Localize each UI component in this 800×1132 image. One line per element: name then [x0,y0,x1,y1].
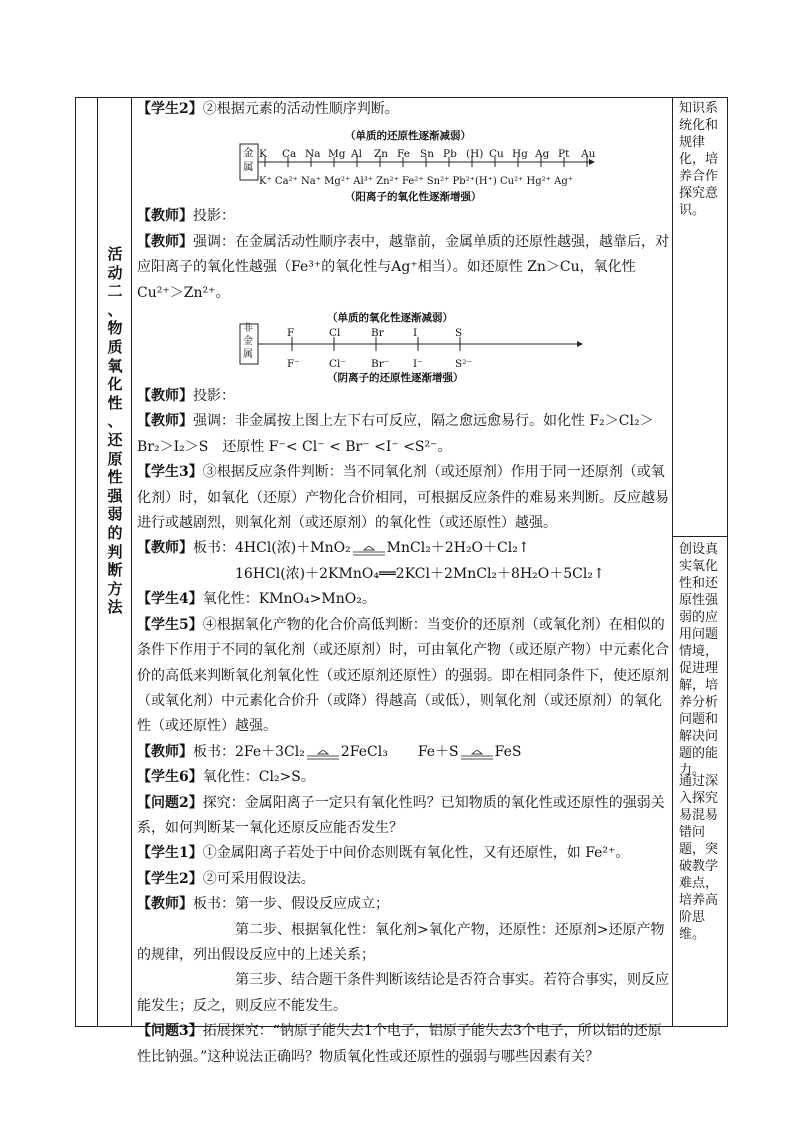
line-text: 第二步、根据氧化性：氧化剂>氧化产物，还原性：还原剂>还原产物的规律，列出假设反应中的上述关系； [137,921,665,963]
metal-top-caption: （单质的还原性逐渐减弱） [345,130,471,143]
activity-title-char: 原 [107,449,123,468]
speaker-tag: 【学生2】 [137,870,203,887]
line-text: 强调：非金属按上图上左下右可反应，隔之愈远愈易行。如化性 F₂＞Cl₂＞Br₂＞I₂＞S 还原性 F⁻< Cl⁻ < Br⁻ <I⁻ <S²⁻。 [137,413,654,455]
speaker-tag: 【教师】 [137,233,193,250]
metal-symbol: Au [581,148,596,161]
activity-title-char: 性 [107,468,123,487]
speaker-tag: 【问题2】 [137,794,203,811]
speaker-tag: 【学生6】 [137,769,203,786]
activity-title-char: 氧 [107,356,123,375]
speaker-tag: 【教师】 [137,743,193,760]
metal-symbol: Cu [489,148,504,161]
activity-title-char: 、 [107,300,123,319]
equation-left: 板书：2Fe＋3Cl₂ [193,743,305,760]
speaker-tag: 【问题3】 [137,1023,203,1040]
heat-arrow-icon [351,542,387,554]
heat-arrow-icon [305,746,341,758]
line-student2-b [137,867,669,892]
metal-symbol: Hg [512,148,528,161]
metal-label: 金属 [243,147,254,174]
nonmetal-symbol: S [455,327,463,340]
equation-right: MnCl₂＋2H₂O＋Cl₂↑ [386,540,530,557]
nonmetal-ion: S²⁻ [455,358,472,371]
line-text: 氧化性：Cl₂>S。 [202,769,315,786]
speaker-tag: 【学生3】 [137,464,203,481]
speaker-tag: 【教师】 [137,388,193,405]
line-student4 [137,587,669,612]
activity-title-char: 方 [107,579,123,598]
line-text: 强调：在金属活动性顺序表中，越靠前，金属单质的还原性越强，越靠后，对应阳离子的氧化性越强（Fe³⁺的氧化性与Ag⁺相当）。如还原性 Zn＞Cu，氧化性 Cu²⁺＞Zn²⁺。 [137,233,669,301]
column-divider-1 [97,97,98,1027]
note-knowledge: 知识系统化和规律化，培养合作探究意识。 [679,101,719,218]
nonmetal-label: 非金属 [243,323,253,361]
speaker-tag: 【教师】 [137,896,193,913]
line-teacher-emphasis [137,230,669,306]
line-text: 投影： [193,388,235,405]
nonmetal-ion: F⁻ [287,358,300,371]
nonmetal-top-caption: （单质的氧化性逐渐减弱） [327,312,453,325]
nonmetal-symbol: I [413,327,418,340]
activity-title-char: 质 [107,337,123,356]
nonmetal-symbol: Cl [329,327,341,340]
line-teacher-board-1 [137,536,669,561]
line-student6 [137,765,669,790]
line-step2 [137,918,669,969]
content-column [137,97,669,1070]
activity-title [101,245,129,617]
note-difficulty: 通过深入探究易混易错问题，突破教学难点，培养高阶思维。 [679,774,719,942]
line-text: ③根据反应条件判断：当不同氧化剂（或还原剂）作用于同一还原剂（或氧化剂）时，如氧化（还原）产物化合价相同，可根据反应条件的难易来判断。反应越易进行或越剧烈，则氧化剂（或还原剂）的氧化性（或还原性）越强。 [137,464,669,532]
metal-symbol: Fe [397,148,410,161]
metal-symbol: Na [305,148,321,161]
metal-symbol: Ca [282,148,297,161]
column-divider-3 [672,97,673,1027]
speaker-tag: 【学生2】 [137,101,203,117]
line-text: ④根据氧化产物的化合价高低判断：当变价的还原剂（或氧化剂）在相似的条件下作用于不同的氧化剂（或还原剂）时，可由氧化产物（或还原产物）中元素化合价的高低来判断氧化剂氧化性（或还原剂还原性）的强弱。即在相同条件下，使还原剂（或氧化剂）中元素化合价升（或降）得越高（或低），则氧化剂（或还原剂）的氧化性（或还原性）越强。 [137,616,669,735]
line-student5 [137,613,669,740]
activity-title-char: 法 [107,598,123,617]
activity-title-char: 动 [107,263,123,282]
nonmetal-axis-arrow [577,341,583,347]
activity-title-char: 化 [107,375,123,394]
nonmetal-ion: Cl⁻ [329,358,346,371]
nonmetal-ion: Br⁻ [371,358,390,371]
line-question3 [137,1019,669,1070]
line-step3 [137,968,669,1019]
metal-symbol: (H) [466,148,484,161]
line-student2 [137,97,669,122]
metal-symbol: Pt [558,148,570,161]
line-equation-kmno4 [137,562,669,587]
activity-title-char: 判 [107,542,123,561]
line-question2 [137,791,669,842]
speaker-tag: 【学生5】 [137,616,203,633]
nonmetal-bottom-caption: （阴离子的还原性逐渐增强） [327,372,464,385]
line-text: 第三步、结合题干条件判断该结论是否符合事实。若符合事实，则反应能发生；反之，则反应不能发生。 [137,972,669,1014]
activity-title-char: 二 [107,282,123,301]
line-text: ②可采用假设法。 [202,870,315,887]
nonmetal-ion: I⁻ [413,358,423,371]
line-teacher-nonmetal [137,409,669,460]
activity-title-char: 断 [107,561,123,580]
line-text: 板书：第一步、假设反应成立； [193,896,389,913]
nonmetal-symbol: Br [371,327,384,340]
column-divider-2 [131,97,132,1027]
metal-symbol: Sn [420,148,434,161]
speaker-tag: 【教师】 [137,540,193,557]
line-student1 [137,841,669,866]
notes-row-divider [672,536,728,537]
speaker-tag: 【学生1】 [137,845,203,862]
heat-arrow-icon [459,746,495,758]
line-text: 16HCl(浓)＋2KMnO₄══2KCl＋2MnCl₂＋8H₂O＋5Cl₂↑ [235,565,605,582]
line-text: ②根据元素的活动性顺序判断。 [202,101,399,117]
equation-left: Fe＋S [417,743,459,760]
activity-title-char: 物 [107,319,123,338]
activity-title-char: 活 [107,245,123,263]
activity-title-char: 弱 [107,505,123,524]
activity-title-char: 还 [107,430,123,449]
metal-symbol: Zn [374,148,389,161]
activity-title-char: 、 [107,412,123,431]
speaker-tag: 【教师】 [137,208,193,225]
line-text: 投影： [193,208,235,225]
metal-bottom-caption: （阳离子的氧化性逐渐增强） [345,191,482,204]
nonmetal-diagram [137,306,669,384]
equation-right: FeS [494,743,522,760]
metal-symbol: Pb [443,148,457,161]
line-teacher-steps [137,892,669,917]
metal-symbol: Al [351,148,362,161]
metal-symbol: Mg [328,148,346,161]
line-text: 探究：金属阳离子一定只有氧化性吗？已知物质的氧化性或还原性的强弱关系，如何判断某一氧化还原反应能否发生？ [137,794,665,836]
line-text: 氧化性：KMnO₄>MnO₂。 [202,591,376,608]
line-student3 [137,460,669,536]
note-application: 创设真实氧化性和还原性强弱的应用问题情境，促进理解，培养分析问题和解决问题的能力。 [679,542,719,778]
line-teacher-board-2 [137,740,669,765]
equation-left: 板书：4HCl(浓)＋MnO₂ [193,540,351,557]
metal-symbol: Ag [535,148,550,161]
line-text: 拓展探究：“钠原子能失去1个电子，铝原子能失去3个电子，所以铝的还原性比钠强。”这种说法正确吗？物质氧化性或还原性的强弱与哪些因素有关？ [137,1023,662,1065]
speaker-tag: 【教师】 [137,413,193,430]
nonmetal-symbol: F [287,327,295,340]
activity-title-char: 性 [107,393,123,412]
metal-symbol: K [259,148,267,161]
activity-title-char: 强 [107,486,123,505]
equation-right: 2FeCl₃ [340,743,388,760]
line-text: ①金属阳离子若处于中间价态则既有氧化性，又有还原性，如 Fe²⁺。 [202,845,630,862]
speaker-tag: 【学生4】 [137,591,203,608]
metal-activity-diagram [137,122,669,204]
metal-ions: K⁺ Ca²⁺ Na⁺ Mg²⁺ Al³⁺ Zn²⁺ Fe²⁺ Sn²⁺ Pb²⁺(H⁺) Cu²⁺ Hg²⁺ Ag⁺ [259,176,573,188]
activity-title-char: 的 [107,523,123,542]
